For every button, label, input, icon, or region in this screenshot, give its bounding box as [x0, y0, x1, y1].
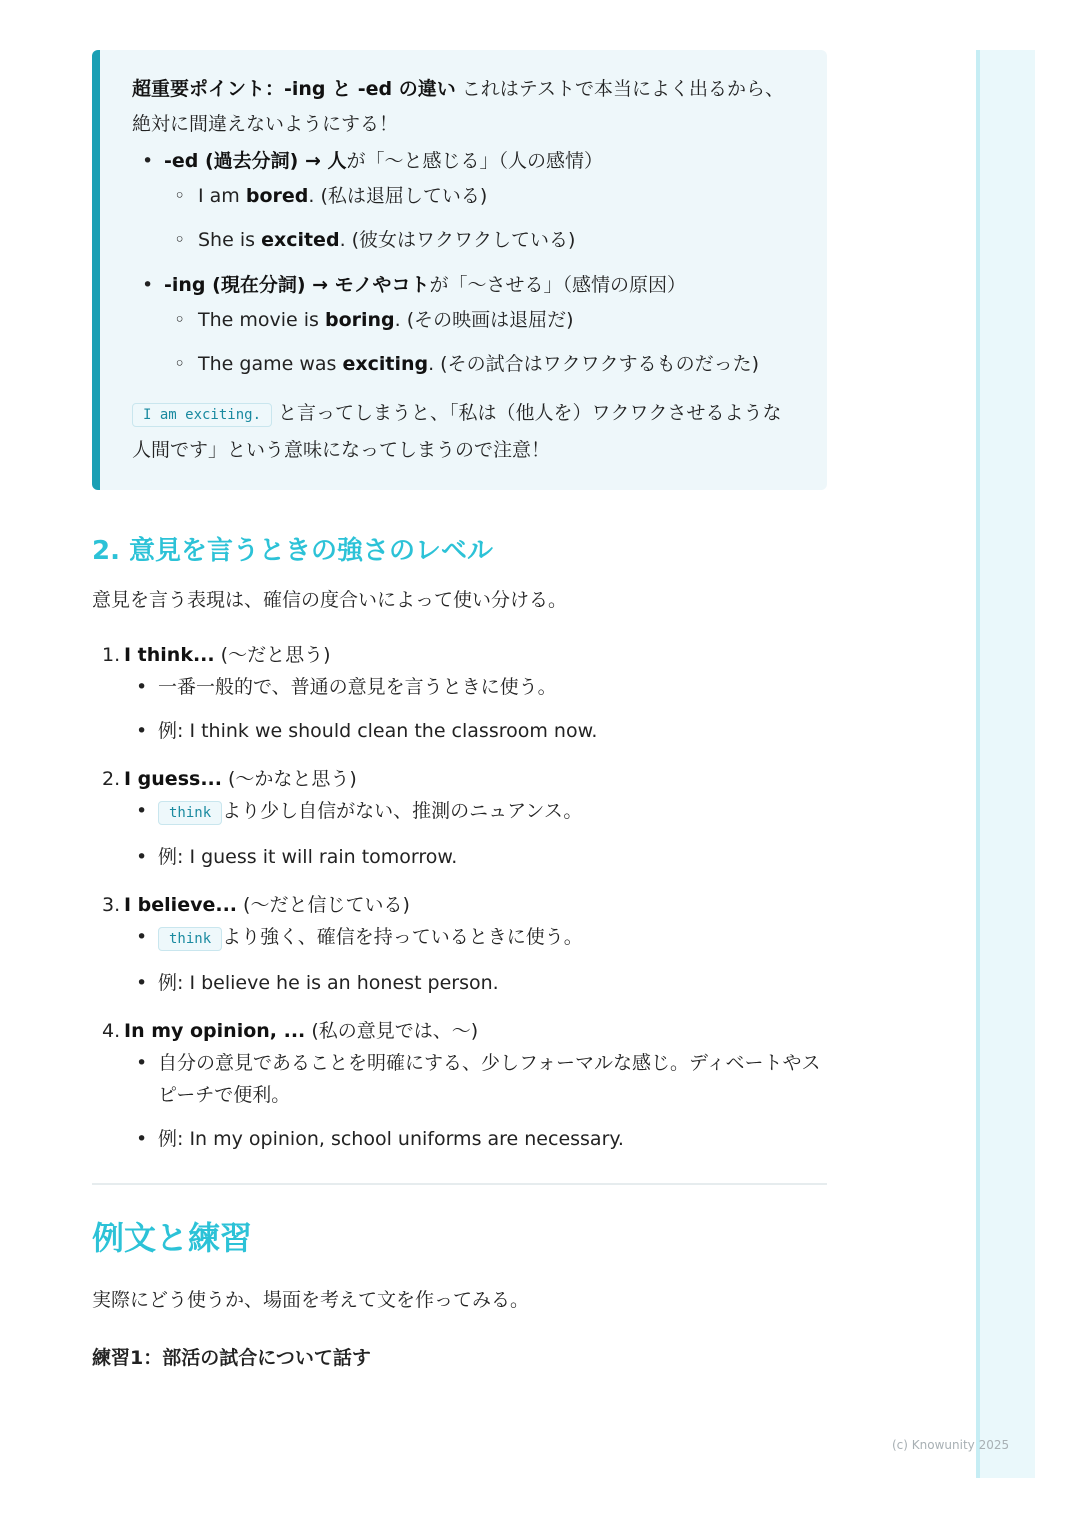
example-post: . (私は退屈している) — [308, 185, 488, 207]
level-meaning: (私の意見では、〜) — [305, 1020, 479, 1042]
bullet-text: 例: In my opinion, school uniforms are necessary. — [158, 1128, 624, 1150]
level-bullet — [136, 921, 827, 955]
example-list — [164, 303, 797, 382]
warning-code: I am exciting. — [132, 403, 272, 427]
group-heading — [164, 144, 797, 179]
example-pre: I am — [198, 185, 246, 207]
example-pre: The game was — [198, 353, 343, 375]
example-pre: The movie is — [198, 309, 325, 331]
level-heading — [92, 1015, 827, 1047]
example-post: . (彼女はワクワクしている) — [339, 229, 576, 251]
example-keyword: excited — [261, 229, 340, 251]
level-number: 3. — [102, 894, 121, 916]
level-heading — [92, 889, 827, 921]
level-bullet — [136, 671, 827, 703]
level-heading — [92, 763, 827, 795]
level-bullet — [136, 1047, 827, 1111]
level-meaning: (〜かなと思う) — [221, 768, 357, 790]
opinion-level — [92, 763, 827, 873]
level-bullet — [136, 715, 827, 747]
bullet-text: 自分の意見であることを明確にする、少しフォーマルな感じ。ディベートやスピーチで便利。 — [158, 1052, 821, 1106]
level-phrase: In my opinion, ... — [124, 1020, 306, 1042]
level-phrase: I guess... — [124, 768, 222, 790]
right-margin-bar — [976, 50, 1035, 1478]
level-bullets — [92, 1047, 827, 1155]
example-item — [174, 179, 797, 214]
example-keyword: exciting — [342, 353, 429, 375]
bullet-text: 例: I believe he is an honest person. — [158, 972, 499, 994]
bullet-text: 例: I guess it will rain tomorrow. — [158, 846, 458, 868]
example-list — [164, 179, 797, 258]
group-heading-text: が「〜させる」（感情の原因） — [429, 274, 686, 296]
opinion-levels-list — [92, 639, 827, 1155]
document-content — [92, 50, 827, 1370]
group-heading-text: が「〜と感じる」（人の感情） — [346, 150, 604, 172]
callout-title: 超重要ポイント：-ing と -ed の違い — [132, 78, 456, 100]
callout-warning — [132, 396, 797, 468]
participle-group — [142, 144, 797, 258]
level-bullet — [136, 967, 827, 999]
example-item — [174, 347, 797, 382]
level-meaning: (〜だと思う) — [214, 644, 331, 666]
bullet-text: より強く、確信を持っているときに使う。 — [222, 926, 583, 948]
inline-code: think — [158, 801, 222, 825]
group-heading — [164, 268, 797, 303]
inline-code: think — [158, 927, 222, 951]
copyright-footer: (c) Knowunity 2025 — [892, 1438, 1010, 1452]
example-keyword: boring — [324, 309, 395, 331]
callout-intro-text: これはテストで本当によく出るから、絶対に間違えないようにする！ — [132, 78, 785, 135]
opinion-level — [92, 639, 827, 747]
participle-groups — [132, 144, 797, 382]
bullet-text: 一番一般的で、普通の意見を言うときに使う。 — [158, 676, 557, 698]
level-bullet — [136, 795, 827, 829]
opinion-level — [92, 1015, 827, 1155]
section-lead: 意見を言う表現は、確信の度合いによって使い分ける。 — [92, 589, 568, 611]
level-number: 4. — [102, 1020, 121, 1042]
opinion-level — [92, 889, 827, 999]
level-number: 1. — [102, 644, 121, 666]
group-heading-bold: -ing (現在分詞) → モノやコト — [164, 274, 430, 296]
important-point-callout — [92, 50, 827, 490]
practice-heading: 練習1：部活の試合について話す — [92, 1347, 371, 1369]
example-pre: She is — [198, 229, 262, 251]
callout-intro — [132, 72, 797, 142]
level-phrase: I believe... — [124, 894, 238, 916]
level-bullet — [136, 841, 827, 873]
example-item — [174, 223, 797, 258]
warning-text: と言ってしまうと、「私は（他人を）ワクワクさせるような人間です」という意味になってしまうので注意！ — [132, 402, 782, 461]
example-post: . (その映画は退屈だ) — [394, 309, 574, 331]
level-bullets — [92, 921, 827, 999]
example-item — [174, 303, 797, 338]
section-heading: 2. 意見を言うときの強さのレベル — [92, 536, 494, 566]
level-bullet — [136, 1123, 827, 1155]
divider — [92, 1183, 827, 1185]
examples-lead: 実際にどう使うか、場面を考えて文を作ってみる。 — [92, 1289, 530, 1311]
bullet-text: より少し自信がない、推測のニュアンス。 — [222, 800, 583, 822]
level-bullets — [92, 671, 827, 747]
level-phrase: I think... — [124, 644, 215, 666]
example-keyword: bored — [245, 185, 309, 207]
level-heading — [92, 639, 827, 671]
participle-group — [142, 268, 797, 382]
level-bullets — [92, 795, 827, 873]
bullet-text: 例: I think we should clean the classroom now. — [158, 720, 598, 742]
level-meaning: (〜だと信じている) — [237, 894, 410, 916]
level-number: 2. — [102, 768, 121, 790]
group-heading-bold: -ed (過去分詞) → 人 — [164, 150, 347, 172]
examples-heading: 例文と練習 — [92, 1219, 253, 1257]
example-post: . (その試合はワクワクするものだった) — [428, 353, 759, 375]
